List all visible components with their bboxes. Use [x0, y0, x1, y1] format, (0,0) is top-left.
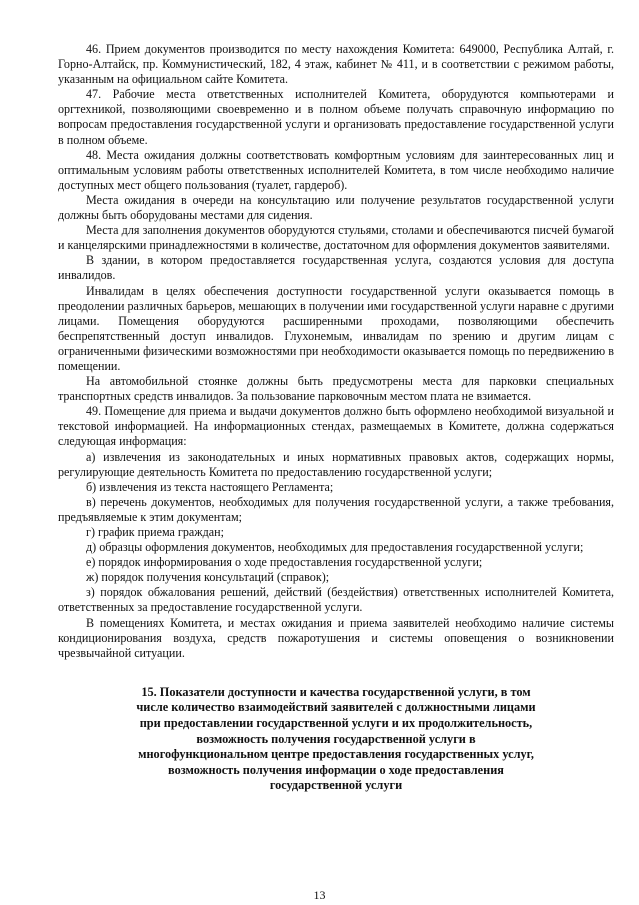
section-heading-15: 15. Показатели доступности и качества государственной услуги, в том числе количество взаимодействий заявителей с должностными лицами при предоставлении государственной услуги и их продолжительность, возможность получения государственной услуги в многофункциональном центре предоставления государственных услуг, возможность получения информации о ходе предоставления государственной услуги: [136, 684, 536, 793]
list-item-zh: ж) порядок получения консультаций (справок);: [86, 570, 330, 585]
paragraph-waiting-queue: Места ожидания в очереди на консультацию или получение результатов государственной услуги должны быть оборудованы местами для сидения.: [58, 192, 614, 223]
list-item-g: г) график приема граждан;: [86, 525, 224, 539]
list-item-z: з) порядок обжалования решений, действий (бездействия) ответственных исполнителей Комитета, ответственных за предоставление государственной услуги.: [58, 585, 614, 615]
list-item-b: б) извлечения из текста настоящего Регламента;: [86, 479, 334, 494]
page-number: 13: [313, 888, 326, 902]
paragraph-disabled-assistance: Инвалидам в целях обеспечения доступности государственной услуги оказывается помощь в преодолении различных барьеров, мешающих в получении ими государственной услуги наравне с другими лицами. Помещения оборудуются расширенными проходами, позволяющими обеспечить беспрепятственный доступ инвалидов. Глухонемым, инвалидам по зрению и другим лицам с ограниченными физическими возможностями при необходимости оказывается помощь по передвижению в помещении.: [58, 283, 614, 373]
paragraph-48: 48. Места ожидания должны соответствовать комфортным условиям для заинтересованных лиц и оптимальным условиям работы ответственных исполнителей Комитета, в том числе необходимо наличие доступных мест общего пользования (туалет, гардероб).: [58, 147, 614, 192]
paragraph-form-filling: Места для заполнения документов оборудуются стульями, столами и обеспечиваются писчей бумагой и канцелярскими принадлежностями в количестве, достаточном для оформления документов заявителями.: [58, 223, 614, 253]
list-item-e: е) порядок информирования о ходе предоставления государственной услуги;: [86, 555, 483, 570]
paragraph-47: 47. Рабочие места ответственных исполнителей Комитета, оборудуются компьютерами и оргтехникой, позволяющими своевременно и в полном объеме получать справочную информацию по вопросам предоставления государственной услуги и организовать предоставление государственной услуги в полном объеме.: [58, 87, 614, 147]
paragraph-parking: На автомобильной стоянке должны быть предусмотрены места для парковки специальных транспортных средств инвалидов. За пользование парковочным местом плата не взимается.: [58, 374, 614, 404]
paragraph-safety-systems: В помещениях Комитета, и местах ожидания и приема заявителей необходимо наличие системы кондиционирования воздуха, средств пожаротушения и системы оповещения о возникновении чрезвычайной ситуации.: [58, 615, 614, 660]
paragraph-49: 49. Помещение для приема и выдачи документов должно быть оформлено необходимой визуальной и текстовой информацией. На информационных стендах, размещаемых в Комитете, должна содержаться следующая информация:: [58, 404, 614, 449]
list-item-d: д) образцы оформления документов, необходимых для предоставления государственной услуги;: [86, 540, 584, 555]
list-item-a: а) извлечения из законодательных и иных нормативных правовых актов, содержащих нормы, регулирующие деятельность Комитета по предоставлению государственной услуги;: [58, 449, 614, 479]
paragraph-building-access: В здании, в котором предоставляется государственная услуга, создаются условия для доступа инвалидов.: [58, 253, 614, 283]
document-page: [58, 42, 614, 794]
list-item-v: в) перечень документов, необходимых для получения государственной услуги, а также требования, предъявляемые к этим документам;: [58, 494, 614, 524]
paragraph-46: 46. Прием документов производится по месту нахождения Комитета: 649000, Республика Алтай, г. Горно-Алтайск, пр. Коммунистический, 182, 4 этаж, кабинет № 411, и в соответствии с режимом работы, указанным на официальном сайте Комитета.: [58, 42, 614, 87]
